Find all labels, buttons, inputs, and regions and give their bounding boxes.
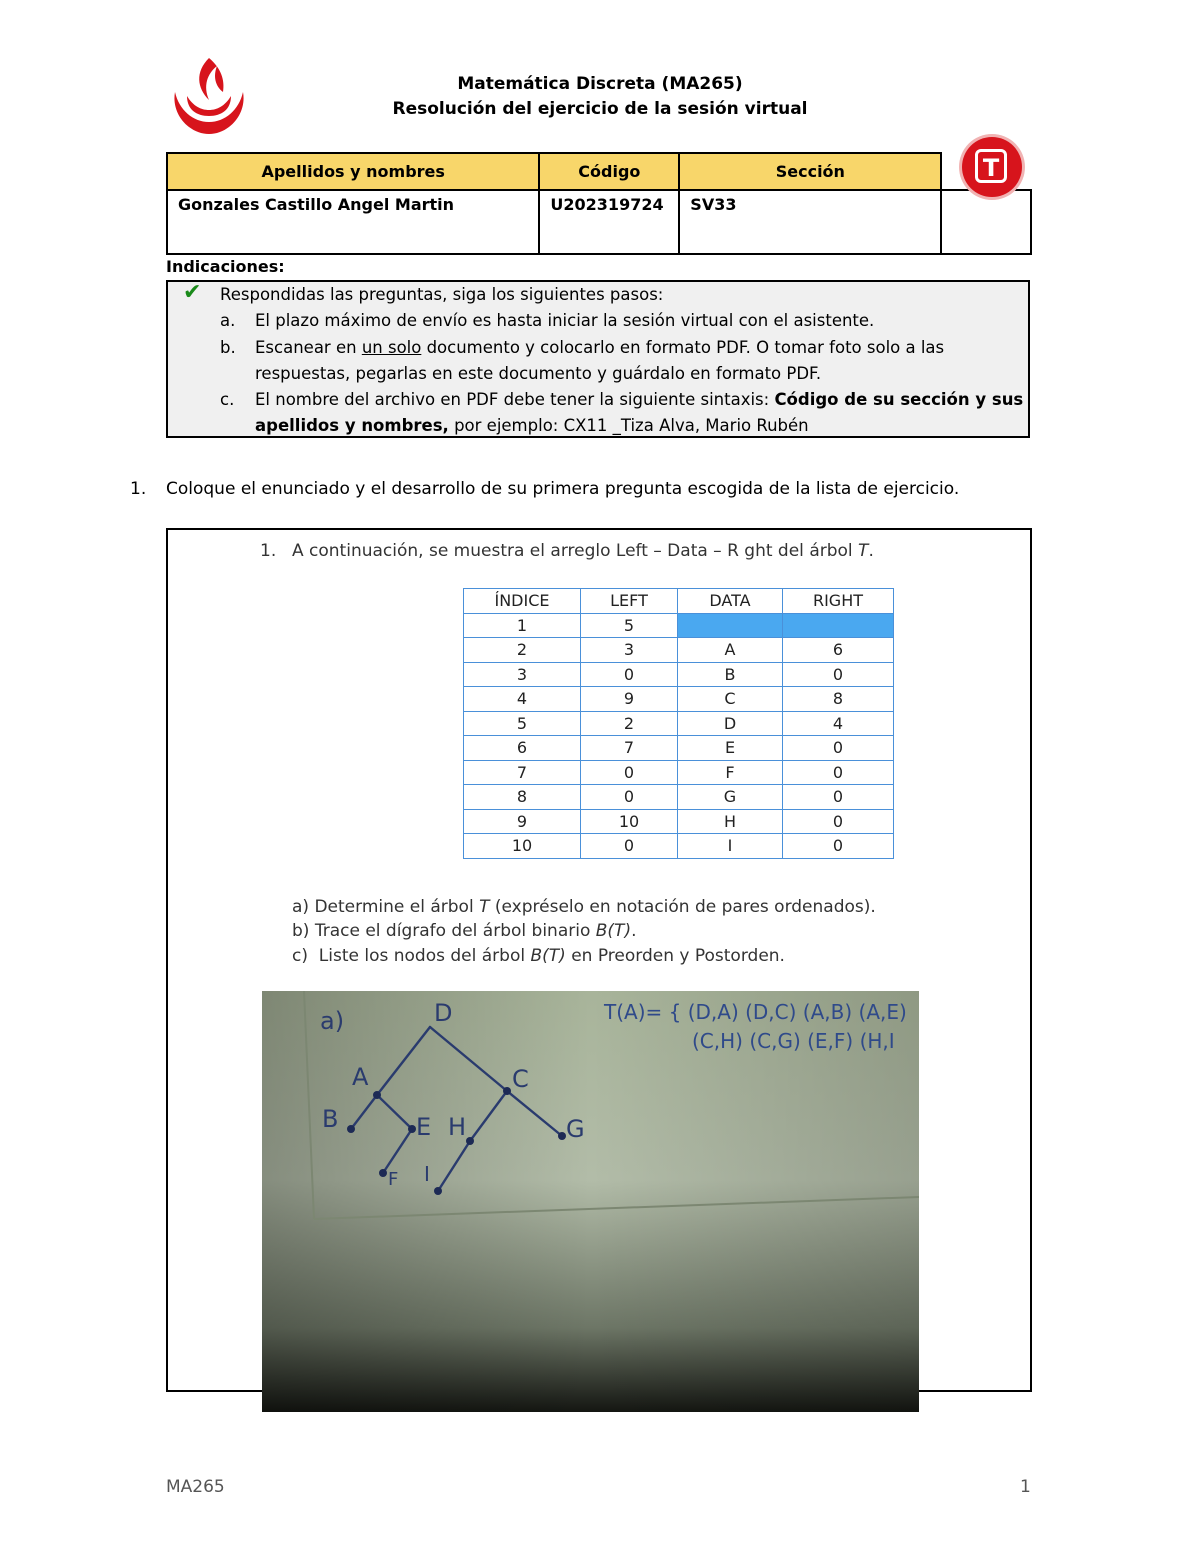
col-indice: ÍNDICE [464, 589, 581, 614]
handwritten-answer-photo [262, 991, 919, 1412]
page-subtitle: Resolución del ejercicio de la sesión virtual [392, 99, 808, 119]
node-label: A [352, 1063, 369, 1091]
node-label: G [566, 1115, 585, 1143]
item-c-marker: c. [220, 390, 235, 409]
node-label: D [434, 999, 453, 1027]
node-label: B [322, 1105, 339, 1133]
page-number: 1 [1020, 1477, 1031, 1497]
node-label: I [424, 1162, 430, 1186]
node-label: E [416, 1113, 432, 1141]
question-text: Coloque el enunciado y el desarrollo de su primera pregunta escogida de la lista de ejercicio. [166, 479, 960, 499]
page-title: Matemática Discreta (MA265) [457, 74, 743, 94]
table-row: 4 9 C 8 [464, 687, 894, 712]
question-number: 1. [130, 479, 147, 499]
student-section: SV33 [679, 190, 941, 254]
sub-question-b: b) Trace el dígrafo del árbol binario B(T). [292, 921, 637, 941]
blank-cell [941, 190, 1031, 254]
indicaciones-intro: Respondidas las preguntas, siga los siguientes pasos: [220, 285, 664, 304]
item-b-marker: b. [220, 338, 236, 357]
sub-question-a: a) Determine el árbol T (expréselo en notación de pares ordenados). [292, 897, 876, 917]
table-row: 5 2 D 4 [464, 711, 894, 736]
table-row: 8 0 G 0 [464, 785, 894, 810]
node-label: F [388, 1169, 399, 1190]
footer-course: MA265 [166, 1477, 225, 1497]
table-row: 10 0 I 0 [464, 834, 894, 859]
table-row: 2 3 A 6 [464, 638, 894, 663]
student-info-table [166, 152, 1032, 255]
table-row: 9 10 H 0 [464, 809, 894, 834]
header-name: Apellidos y nombres [167, 153, 539, 190]
item-a-text: El plazo máximo de envío es hasta iniciar la sesión virtual con el asistente. [255, 311, 875, 330]
item-b-text: Escanear en un solo documento y colocarlo en formato PDF. O tomar foto solo a las [255, 338, 945, 357]
handwritten-answer-line2: (C,H) (C,G) (E,F) (H,I [692, 1029, 895, 1053]
problem-statement: A continuación, se muestra el arreglo Left – Data – R ght del árbol T. [292, 541, 874, 561]
table-row: 1 5 [464, 613, 894, 638]
item-c-text: El nombre del archivo en PDF debe tener la siguiente sintaxis: Código de su sección y sus [255, 390, 1024, 409]
item-a-marker: a. [220, 311, 236, 330]
node-label: H [448, 1113, 467, 1141]
upc-logo [165, 52, 253, 140]
checkmark-icon: ✔ [183, 280, 202, 305]
indicaciones-label: Indicaciones: [166, 257, 285, 276]
col-right: RIGHT [783, 589, 894, 614]
item-c-text-line2: apellidos y nombres, por ejemplo: CX11 _Tiza Alva, Mario Rubén [255, 416, 809, 435]
handwritten-answer-line1: T(A)= { (D,A) (D,C) (A,B) (A,E) [604, 1000, 907, 1024]
table-row: 7 0 F 0 [464, 760, 894, 785]
col-data: DATA [678, 589, 783, 614]
header-section: Sección [679, 153, 941, 190]
header-code: Código [539, 153, 679, 190]
edit-document-icon[interactable]: T [962, 137, 1022, 197]
table-row: 3 0 B 0 [464, 662, 894, 687]
student-name: Gonzales Castillo Angel Martin [167, 190, 539, 254]
left-data-right-table [463, 588, 894, 859]
sub-question-c: c) Liste los nodos del árbol B(T) en Preorden y Postorden. [292, 946, 785, 966]
problem-number: 1. [260, 541, 277, 561]
handwritten-part-label: a) [320, 1007, 345, 1035]
col-left: LEFT [581, 589, 678, 614]
item-b-text-line2: respuestas, pegarlas en este documento y guárdalo en formato PDF. [255, 364, 822, 383]
table-row: 6 7 E 0 [464, 736, 894, 761]
student-code: U202319724 [539, 190, 679, 254]
node-label: C [512, 1065, 529, 1093]
